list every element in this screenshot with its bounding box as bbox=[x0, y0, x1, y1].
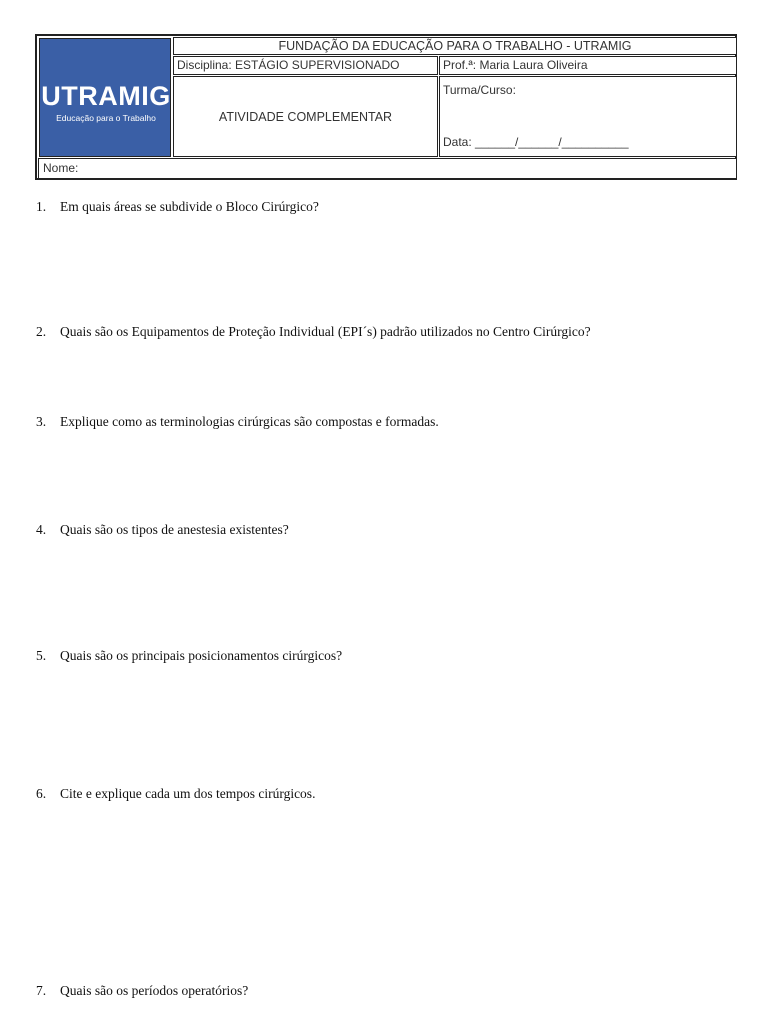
question-item: 6. Cite e explique cada um dos tempos cirúrgicos. bbox=[36, 786, 316, 801]
question-item: 4. Quais são os tipos de anestesia existentes? bbox=[36, 522, 289, 537]
question-item: 5. Quais são os principais posicionamentos cirúrgicos? bbox=[36, 648, 343, 663]
discipline-field: Disciplina: ESTÁGIO SUPERVISIONADO bbox=[173, 56, 438, 75]
question-item: 3. Explique como as terminologias cirúrgicas são compostas e formadas. bbox=[36, 414, 439, 429]
question-item: 7. Quais são os períodos operatórios? bbox=[36, 983, 249, 998]
question-item: 1. Em quais áreas se subdivide o Bloco Cirúrgico? bbox=[36, 199, 319, 214]
question-item: 2. Quais são os Equipamentos de Proteção Individual (EPI´s) padrão utilizados no Centro Cirúrgico? bbox=[36, 324, 591, 339]
name-field[interactable]: Nome: bbox=[38, 158, 737, 179]
logo-subtitle: Educação para o Trabalho bbox=[56, 113, 156, 123]
activity-title: ATIVIDADE COMPLEMENTAR bbox=[173, 76, 438, 157]
class-course-field[interactable]: Turma/Curso: bbox=[443, 83, 516, 97]
date-field[interactable]: Data: ______/______/__________ bbox=[443, 135, 629, 149]
professor-field: Prof.ª: Maria Laura Oliveira bbox=[439, 56, 737, 75]
logo-text: UTRAMIG bbox=[41, 81, 171, 111]
institution-title: FUNDAÇÃO DA EDUCAÇÃO PARA O TRABALHO - UTRAMIG bbox=[173, 37, 737, 55]
